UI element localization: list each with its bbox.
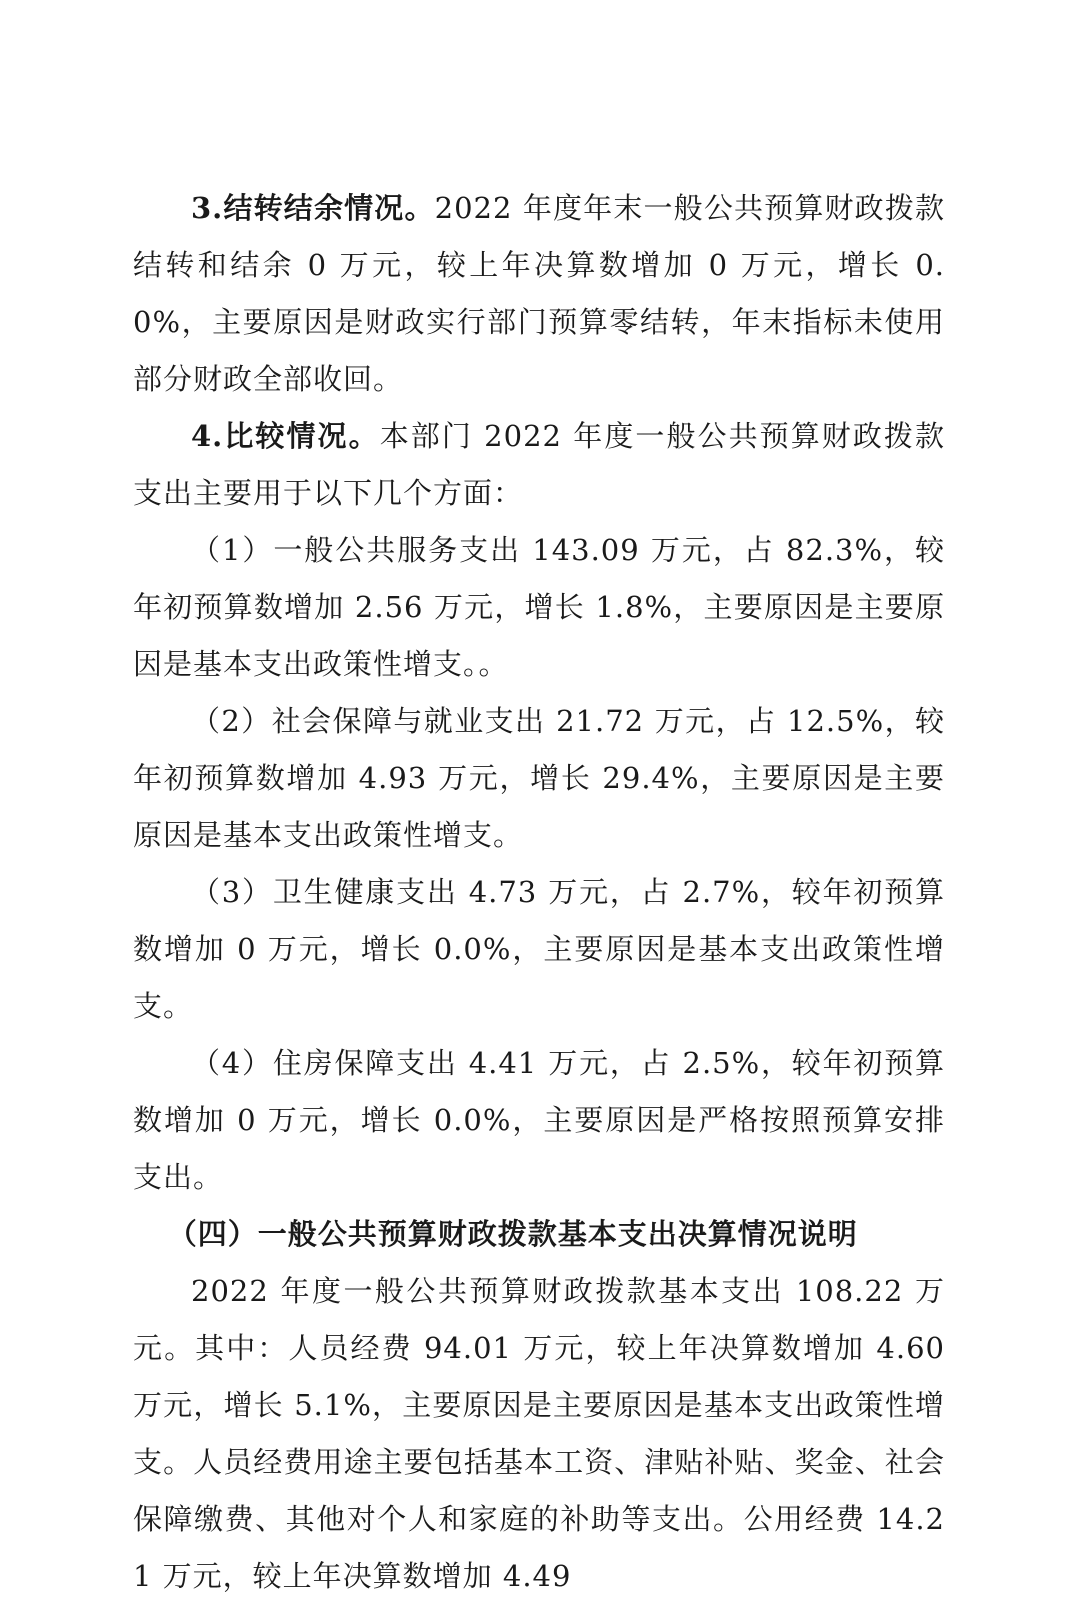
carryover-text: 2022 年度年末一般公共预算财政拨款结转和结余 0 万元，较上年决算数增加 0 万元，增长 0.0%，主要原因是财政实行部门预算零结转，年末指标未使用部分财政全部收回。 <box>133 191 945 396</box>
item-general-public-services: （1）一般公共服务支出 143.09 万元，占 82.3%，较年初预算数增加 2.56 万元，增长 1.8%，主要原因是主要原因是基本支出政策性增支。。 <box>133 533 945 681</box>
document-page <box>133 180 945 1605</box>
comparison-paragraph <box>133 408 945 522</box>
item-health: （3）卫生健康支出 4.73 万元，占 2.7%，较年初预算数增加 0 万元，增长 0.0%，主要原因是基本支出政策性增支。 <box>133 875 945 1023</box>
carryover-heading: 3.结转结余情况。 <box>191 191 435 225</box>
comparison-heading: 4.比较情况。 <box>191 419 380 453</box>
comparison-text: 本部门 2022 年度一般公共预算财政拨款支出主要用于以下几个方面： <box>133 419 945 510</box>
item-housing: （4）住房保障支出 4.41 万元，占 2.5%，较年初预算数增加 0 万元，增长 0.0%，主要原因是严格按照预算安排支出。 <box>133 1046 945 1194</box>
basic-expenditure-paragraph: 2022 年度一般公共预算财政拨款基本支出 108.22 万元。其中：人员经费 94.01 万元，较上年决算数增加 4.60 万元，增长 5.1%，主要原因是主要原因是基本支出政策性增支。人员经费用途主要包括基本工资、津贴补贴、奖金、社会保障缴费、其他对个人和家庭的补助等支出。公用经费 14.21 万元，较上年决算数增加 4.49 <box>133 1274 945 1593</box>
section-heading: （四）一般公共预算财政拨款基本支出决算情况说明 <box>167 1217 858 1251</box>
carryover-paragraph <box>133 180 945 408</box>
item-social-security: （2）社会保障与就业支出 21.72 万元，占 12.5%，较年初预算数增加 4.93 万元，增长 29.4%，主要原因是主要原因是基本支出政策性增支。 <box>133 704 945 852</box>
